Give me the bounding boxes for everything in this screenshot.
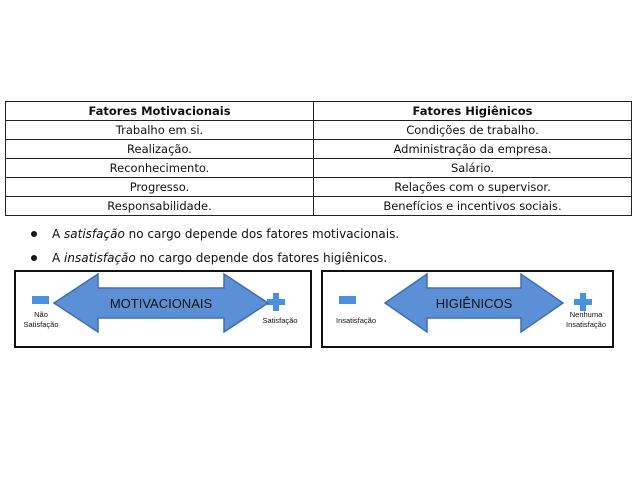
table-row [6, 197, 632, 216]
table-cell: Administração da empresa. [314, 140, 632, 159]
arrow-label: HIGIÊNICOS [435, 296, 513, 311]
bullet-icon [31, 255, 37, 261]
table-row [6, 121, 632, 140]
table-row [6, 178, 632, 197]
bullet-list [28, 222, 399, 270]
column-header-hygienic: Fatores Higiênicos [314, 102, 632, 121]
arrow-label: MOTIVACIONAIS [109, 296, 213, 311]
table-cell: Condições de trabalho. [314, 121, 632, 140]
table-cell: Progresso. [6, 178, 314, 197]
table-cell: Trabalho em si. [6, 121, 314, 140]
motivational-diagram [14, 270, 312, 348]
plus-icon [267, 293, 285, 311]
table-cell: Relações com o supervisor. [314, 178, 632, 197]
list-item: A insatisfação no cargo depende dos fatores higiênicos. [28, 246, 399, 270]
minus-icon [339, 296, 356, 304]
table-cell: Responsabilidade. [6, 197, 314, 216]
column-header-motivational: Fatores Motivacionais [6, 102, 314, 121]
table-cell: Benefícios e incentivos sociais. [314, 197, 632, 216]
motivational-graphic [16, 272, 310, 346]
left-label: Não Satisfação [23, 310, 59, 329]
table-cell: Reconhecimento. [6, 159, 314, 178]
table-row [6, 159, 632, 178]
left-label: Insatisfação [335, 316, 377, 325]
table-cell: Salário. [314, 159, 632, 178]
hygienic-graphic [323, 272, 612, 346]
minus-icon [32, 296, 49, 304]
right-label: Nenhuma Insatisfação [565, 310, 607, 329]
right-label: Satisfação [262, 316, 298, 325]
table-cell: Realização. [6, 140, 314, 159]
emphasis-satisfacao: satisfação [64, 227, 125, 241]
emphasis-insatisfacao: insatisfação [64, 251, 136, 265]
table-header-row [6, 102, 632, 121]
plus-icon [574, 293, 592, 311]
factors-table [5, 101, 632, 216]
bullet-icon [31, 231, 37, 237]
hygienic-diagram [321, 270, 614, 348]
list-item: A satisfação no cargo depende dos fatores motivacionais. [28, 222, 399, 246]
table-row [6, 140, 632, 159]
